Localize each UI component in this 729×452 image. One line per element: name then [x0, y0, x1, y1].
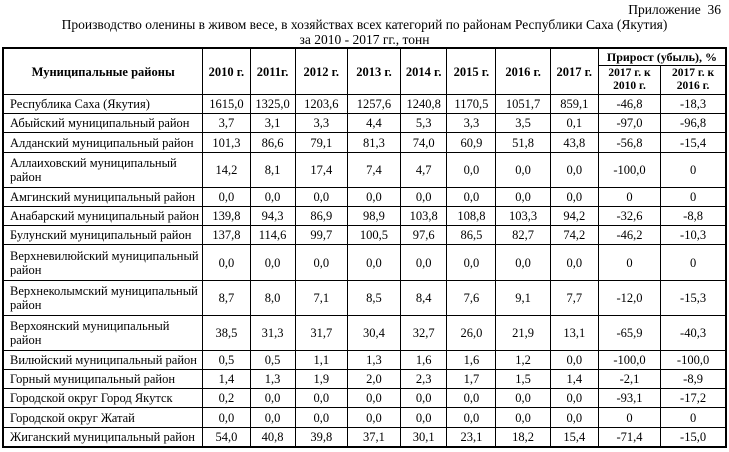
column-header-region: Муниципальные районы: [3, 48, 203, 95]
value-cell: 1051,7: [496, 95, 550, 114]
value-cell: 1,9: [295, 369, 347, 388]
column-header-year-2017: 2017 г.: [550, 48, 598, 95]
value-cell: 2,0: [347, 369, 400, 388]
value-cell: 39,8: [295, 427, 347, 447]
value-cell: 81,3: [347, 133, 400, 152]
value-cell: 18,2: [496, 427, 550, 447]
value-cell: 100,5: [347, 226, 400, 245]
value-cell: 3,3: [295, 114, 347, 133]
document-title-line2: за 2010 - 2017 гг., тонн: [299, 32, 430, 47]
table-row: [3, 280, 726, 315]
value-cell: 859,1: [550, 95, 598, 114]
value-cell: 98,9: [347, 207, 400, 226]
value-cell: -8,9: [661, 369, 726, 388]
value-cell: 2,3: [401, 369, 447, 388]
appendix-label: Приложение 36: [628, 2, 721, 17]
document-title-line1: Производство оленины в живом весе, в хозяйствах всех категорий по районам Республики Саха (Якутия): [61, 17, 668, 32]
value-cell: 5,3: [401, 114, 447, 133]
value-cell: 7,4: [347, 152, 400, 187]
value-cell: 31,3: [250, 315, 295, 350]
value-cell: 0,0: [496, 245, 550, 280]
value-cell: 1240,8: [401, 95, 447, 114]
value-cell: 3,5: [496, 114, 550, 133]
value-cell: 32,7: [401, 315, 447, 350]
value-cell: -15,0: [661, 427, 726, 447]
value-cell: 0,0: [401, 187, 447, 206]
value-cell: 0,0: [250, 245, 295, 280]
value-cell: 86,6: [250, 133, 295, 152]
value-cell: -40,3: [661, 315, 726, 350]
value-cell: 0,0: [347, 187, 400, 206]
value-cell: 31,7: [295, 315, 347, 350]
value-cell: 0,0: [550, 245, 598, 280]
value-cell: 99,7: [295, 226, 347, 245]
value-cell: 1615,0: [203, 95, 250, 114]
value-cell: 23,1: [447, 427, 496, 447]
value-cell: 1325,0: [250, 95, 295, 114]
column-header-year-2015: 2015 г.: [447, 48, 496, 95]
value-cell: 40,8: [250, 427, 295, 447]
region-name-cell: Анабарский муниципальный район: [3, 207, 203, 226]
value-cell: 0: [598, 408, 660, 427]
table-row: [3, 408, 726, 427]
value-cell: 0,0: [347, 408, 400, 427]
column-header-growth-group: Прирост (убыль), %: [598, 48, 726, 66]
column-header-year-2012: 2012 г.: [295, 48, 347, 95]
value-cell: 0,2: [203, 389, 250, 408]
value-cell: 21,9: [496, 315, 550, 350]
value-cell: 7,1: [295, 280, 347, 315]
value-cell: 1203,6: [295, 95, 347, 114]
value-cell: 0: [661, 152, 726, 187]
value-cell: -2,1: [598, 369, 660, 388]
value-cell: 108,8: [447, 207, 496, 226]
value-cell: 4,7: [401, 152, 447, 187]
value-cell: 1,6: [447, 350, 496, 369]
value-cell: 0,0: [250, 187, 295, 206]
value-cell: 0,0: [347, 245, 400, 280]
region-name-cell: Городской округ Город Якутск: [3, 389, 203, 408]
value-cell: -97,0: [598, 114, 660, 133]
region-name-cell: Верхневилюйский муниципальный район: [3, 245, 203, 280]
value-cell: 1,2: [496, 350, 550, 369]
value-cell: 0,0: [550, 187, 598, 206]
table-row: [3, 315, 726, 350]
value-cell: 103,3: [496, 207, 550, 226]
value-cell: 0,0: [250, 389, 295, 408]
value-cell: 1,7: [447, 369, 496, 388]
value-cell: -96,8: [661, 114, 726, 133]
value-cell: 1,3: [250, 369, 295, 388]
value-cell: 3,7: [203, 114, 250, 133]
value-cell: 60,9: [447, 133, 496, 152]
value-cell: 1,5: [496, 369, 550, 388]
value-cell: 0,0: [295, 408, 347, 427]
value-cell: 54,0: [203, 427, 250, 447]
value-cell: 0,0: [447, 389, 496, 408]
value-cell: 103,8: [401, 207, 447, 226]
value-cell: -32,6: [598, 207, 660, 226]
value-cell: 94,2: [550, 207, 598, 226]
value-cell: 86,5: [447, 226, 496, 245]
value-cell: 74,0: [401, 133, 447, 152]
value-cell: 137,8: [203, 226, 250, 245]
value-cell: 0,0: [496, 187, 550, 206]
table-row: [3, 226, 726, 245]
value-cell: -93,1: [598, 389, 660, 408]
value-cell: 0,0: [447, 245, 496, 280]
value-cell: 0,5: [250, 350, 295, 369]
value-cell: 0,0: [496, 408, 550, 427]
value-cell: 0,0: [295, 245, 347, 280]
column-header-year-2011: 2011г.: [250, 48, 295, 95]
value-cell: 0: [661, 408, 726, 427]
table-row: [3, 427, 726, 447]
value-cell: 43,8: [550, 133, 598, 152]
column-header-year-2016: 2016 г.: [496, 48, 550, 95]
value-cell: 79,1: [295, 133, 347, 152]
table-row: [3, 187, 726, 206]
value-cell: 0,0: [447, 408, 496, 427]
value-cell: -100,0: [598, 152, 660, 187]
value-cell: 0,0: [550, 350, 598, 369]
column-header-year-2010: 2010 г.: [203, 48, 250, 95]
header-row-main: [3, 48, 726, 66]
value-cell: 13,1: [550, 315, 598, 350]
value-cell: -46,2: [598, 226, 660, 245]
table-row: [3, 389, 726, 408]
column-header-year-2013: 2013 г.: [347, 48, 400, 95]
value-cell: 94,3: [250, 207, 295, 226]
value-cell: 74,2: [550, 226, 598, 245]
value-cell: 101,3: [203, 133, 250, 152]
value-cell: 0,0: [295, 389, 347, 408]
value-cell: 0,0: [496, 152, 550, 187]
value-cell: 1,4: [203, 369, 250, 388]
column-header-year-2014: 2014 г.: [401, 48, 447, 95]
value-cell: 1,4: [550, 369, 598, 388]
value-cell: 1,3: [347, 350, 400, 369]
region-name-cell: Булунский муниципальный район: [3, 226, 203, 245]
value-cell: 8,7: [203, 280, 250, 315]
value-cell: 0: [661, 187, 726, 206]
table-header: [3, 48, 726, 95]
value-cell: 15,4: [550, 427, 598, 447]
column-header-growth-vs-2010: 2017 г. к 2010 г.: [598, 66, 660, 95]
value-cell: 0,0: [550, 389, 598, 408]
value-cell: 30,4: [347, 315, 400, 350]
value-cell: -71,4: [598, 427, 660, 447]
region-name-cell: Верхоянский муниципальный район: [3, 315, 203, 350]
value-cell: 14,2: [203, 152, 250, 187]
value-cell: 7,7: [550, 280, 598, 315]
value-cell: 0,5: [203, 350, 250, 369]
value-cell: -56,8: [598, 133, 660, 152]
region-name-cell: Алданский муниципальный район: [3, 133, 203, 152]
table-body: [3, 95, 726, 448]
value-cell: 4,4: [347, 114, 400, 133]
table-row: [3, 95, 726, 114]
value-cell: 3,1: [250, 114, 295, 133]
region-name-cell: Аллаиховский муниципальный район: [3, 152, 203, 187]
value-cell: -12,0: [598, 280, 660, 315]
table-row: [3, 152, 726, 187]
value-cell: 0,1: [550, 114, 598, 133]
value-cell: -8,8: [661, 207, 726, 226]
value-cell: 38,5: [203, 315, 250, 350]
value-cell: 9,1: [496, 280, 550, 315]
value-cell: 0,0: [447, 152, 496, 187]
value-cell: -10,3: [661, 226, 726, 245]
value-cell: 0,0: [550, 152, 598, 187]
value-cell: 30,1: [401, 427, 447, 447]
value-cell: 0: [598, 187, 660, 206]
value-cell: -17,2: [661, 389, 726, 408]
value-cell: 7,6: [447, 280, 496, 315]
value-cell: 0,0: [550, 408, 598, 427]
value-cell: 0,0: [250, 408, 295, 427]
region-name-cell: Вилюйский муниципальный район: [3, 350, 203, 369]
value-cell: 8,4: [401, 280, 447, 315]
value-cell: 139,8: [203, 207, 250, 226]
column-header-growth-vs-2016: 2017 г. к 2016 г.: [661, 66, 726, 95]
table-row: [3, 245, 726, 280]
value-cell: -15,3: [661, 280, 726, 315]
region-name-cell: Абыйский муниципальный район: [3, 114, 203, 133]
table-row: [3, 350, 726, 369]
table-row: [3, 114, 726, 133]
region-name-cell: Амгинский муниципальный район: [3, 187, 203, 206]
value-cell: 8,0: [250, 280, 295, 315]
table-row: [3, 207, 726, 226]
value-cell: 0,0: [203, 245, 250, 280]
value-cell: 0,0: [401, 408, 447, 427]
value-cell: 8,5: [347, 280, 400, 315]
value-cell: 37,1: [347, 427, 400, 447]
value-cell: 26,0: [447, 315, 496, 350]
value-cell: 0,0: [203, 408, 250, 427]
region-name-cell: Жиганский муниципальный район: [3, 427, 203, 447]
table-row: [3, 369, 726, 388]
value-cell: 0,0: [295, 187, 347, 206]
value-cell: 0,0: [496, 389, 550, 408]
value-cell: 1,6: [401, 350, 447, 369]
value-cell: 82,7: [496, 226, 550, 245]
value-cell: 0,0: [203, 187, 250, 206]
region-name-cell: Горный муниципальный район: [3, 369, 203, 388]
value-cell: 1,1: [295, 350, 347, 369]
region-name-cell: Городской округ Жатай: [3, 408, 203, 427]
value-cell: -65,9: [598, 315, 660, 350]
value-cell: 0,0: [401, 245, 447, 280]
value-cell: 1170,5: [447, 95, 496, 114]
value-cell: 86,9: [295, 207, 347, 226]
value-cell: -100,0: [598, 350, 660, 369]
value-cell: 114,6: [250, 226, 295, 245]
region-name-cell: Верхнеколымский муниципальный район: [3, 280, 203, 315]
value-cell: -15,4: [661, 133, 726, 152]
value-cell: 0,0: [347, 389, 400, 408]
table-row: [3, 133, 726, 152]
value-cell: 17,4: [295, 152, 347, 187]
value-cell: -18,3: [661, 95, 726, 114]
region-name-cell: Республика Саха (Якутия): [3, 95, 203, 114]
value-cell: -100,0: [661, 350, 726, 369]
value-cell: 0,0: [447, 187, 496, 206]
value-cell: 0: [598, 245, 660, 280]
value-cell: -46,8: [598, 95, 660, 114]
value-cell: 1257,6: [347, 95, 400, 114]
value-cell: 0: [661, 245, 726, 280]
value-cell: 51,8: [496, 133, 550, 152]
value-cell: 3,3: [447, 114, 496, 133]
value-cell: 97,6: [401, 226, 447, 245]
production-table: [2, 47, 727, 448]
value-cell: 8,1: [250, 152, 295, 187]
value-cell: 0,0: [401, 389, 447, 408]
